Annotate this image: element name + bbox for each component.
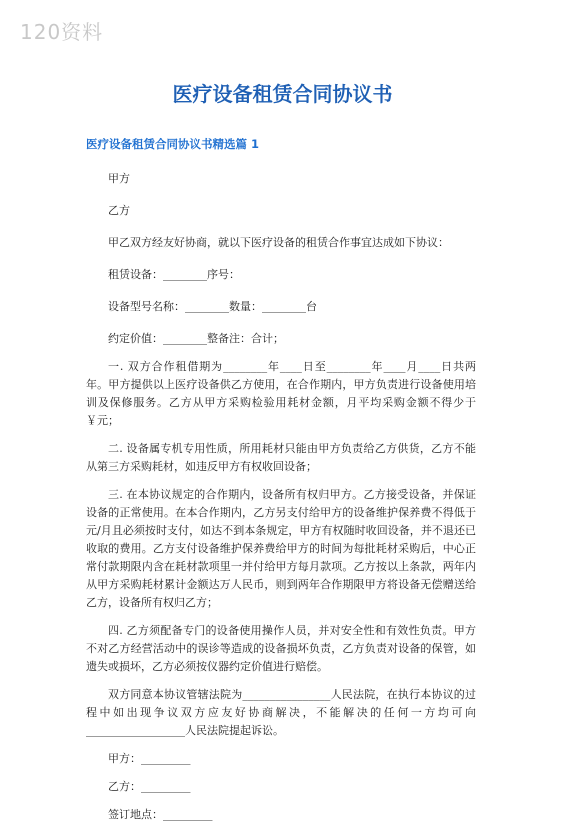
signature-party-a: 甲方：_________ — [108, 752, 191, 765]
clause-4: 四. 乙方须配备专门的设备使用操作人员，并对安全性和有效性负责。甲方不对乙方经营活动中的误诊等造成的设备损坏负责，乙方负责对设备的保管，如遗失或损坏，乙方必须按仪器约定价值进行赔偿。 — [86, 624, 476, 673]
signing-place: 签订地点：_________ — [108, 808, 213, 821]
clause-2: 二. 设备属专机专用性质，所用耗材只能由甲方负责给乙方供货，乙方不能从第三方采购耗材，如违反甲方有权收回设备； — [86, 442, 476, 473]
field-device: 租赁设备：________序号： — [108, 268, 240, 281]
field-model: 设备型号名称：________数量：________台 — [108, 300, 317, 313]
party-a-label: 甲方 — [108, 172, 130, 185]
clause-5: 双方同意本协议管辖法院为________________人民法院，在执行本协议的过程中如出现争议双方应友好协商解决，不能解决的任何一方均可向__________________人民法院提起诉讼。 — [86, 688, 476, 737]
clause-3: 三. 在本协议规定的合作期内，设备所有权归甲方。乙方接受设备，并保证设备的正常使用。在本合作期内，乙方另支付给甲方的设备维护保养费不得低于元/月且必须按时支付，如达不到本条规定，甲方有权随时收回设备，并不退还已收取的费用。乙方支付设备维护保养费给甲方的时间为每批耗材采购后，中心正常付款期限内含在耗材款项里一并付给甲方每月款项。乙方按以上条款，两年内从甲方采购耗材累计金额达万人民币，则到两年合作期限甲方将设备无偿赠送给乙方，设备所有权归乙方； — [86, 488, 476, 609]
clause-1: 一. 双方合作租借期为________年____日至________年____月____日共两年。甲方提供以上医疗设备供乙方使用，在合作期内，甲方负责进行设备使用培训及保修服务。乙方从甲方采购检验用耗材金额，月平均采购金额不得少于￥元； — [86, 360, 476, 427]
section-heading: 医疗设备租赁合同协议书精选篇 1 — [86, 137, 260, 151]
watermark-logo: 120资料 — [20, 20, 104, 44]
document-body — [86, 170, 476, 824]
party-b-label: 乙方 — [108, 204, 130, 217]
document-title: 医疗设备租赁合同协议书 — [172, 82, 393, 106]
signature-party-b: 乙方：_________ — [108, 780, 191, 793]
field-price: 约定价值：________整备注：合计； — [108, 332, 284, 345]
intro-paragraph: 甲乙双方经友好协商，就以下医疗设备的租赁合作事宜达成如下协议： — [108, 236, 449, 249]
